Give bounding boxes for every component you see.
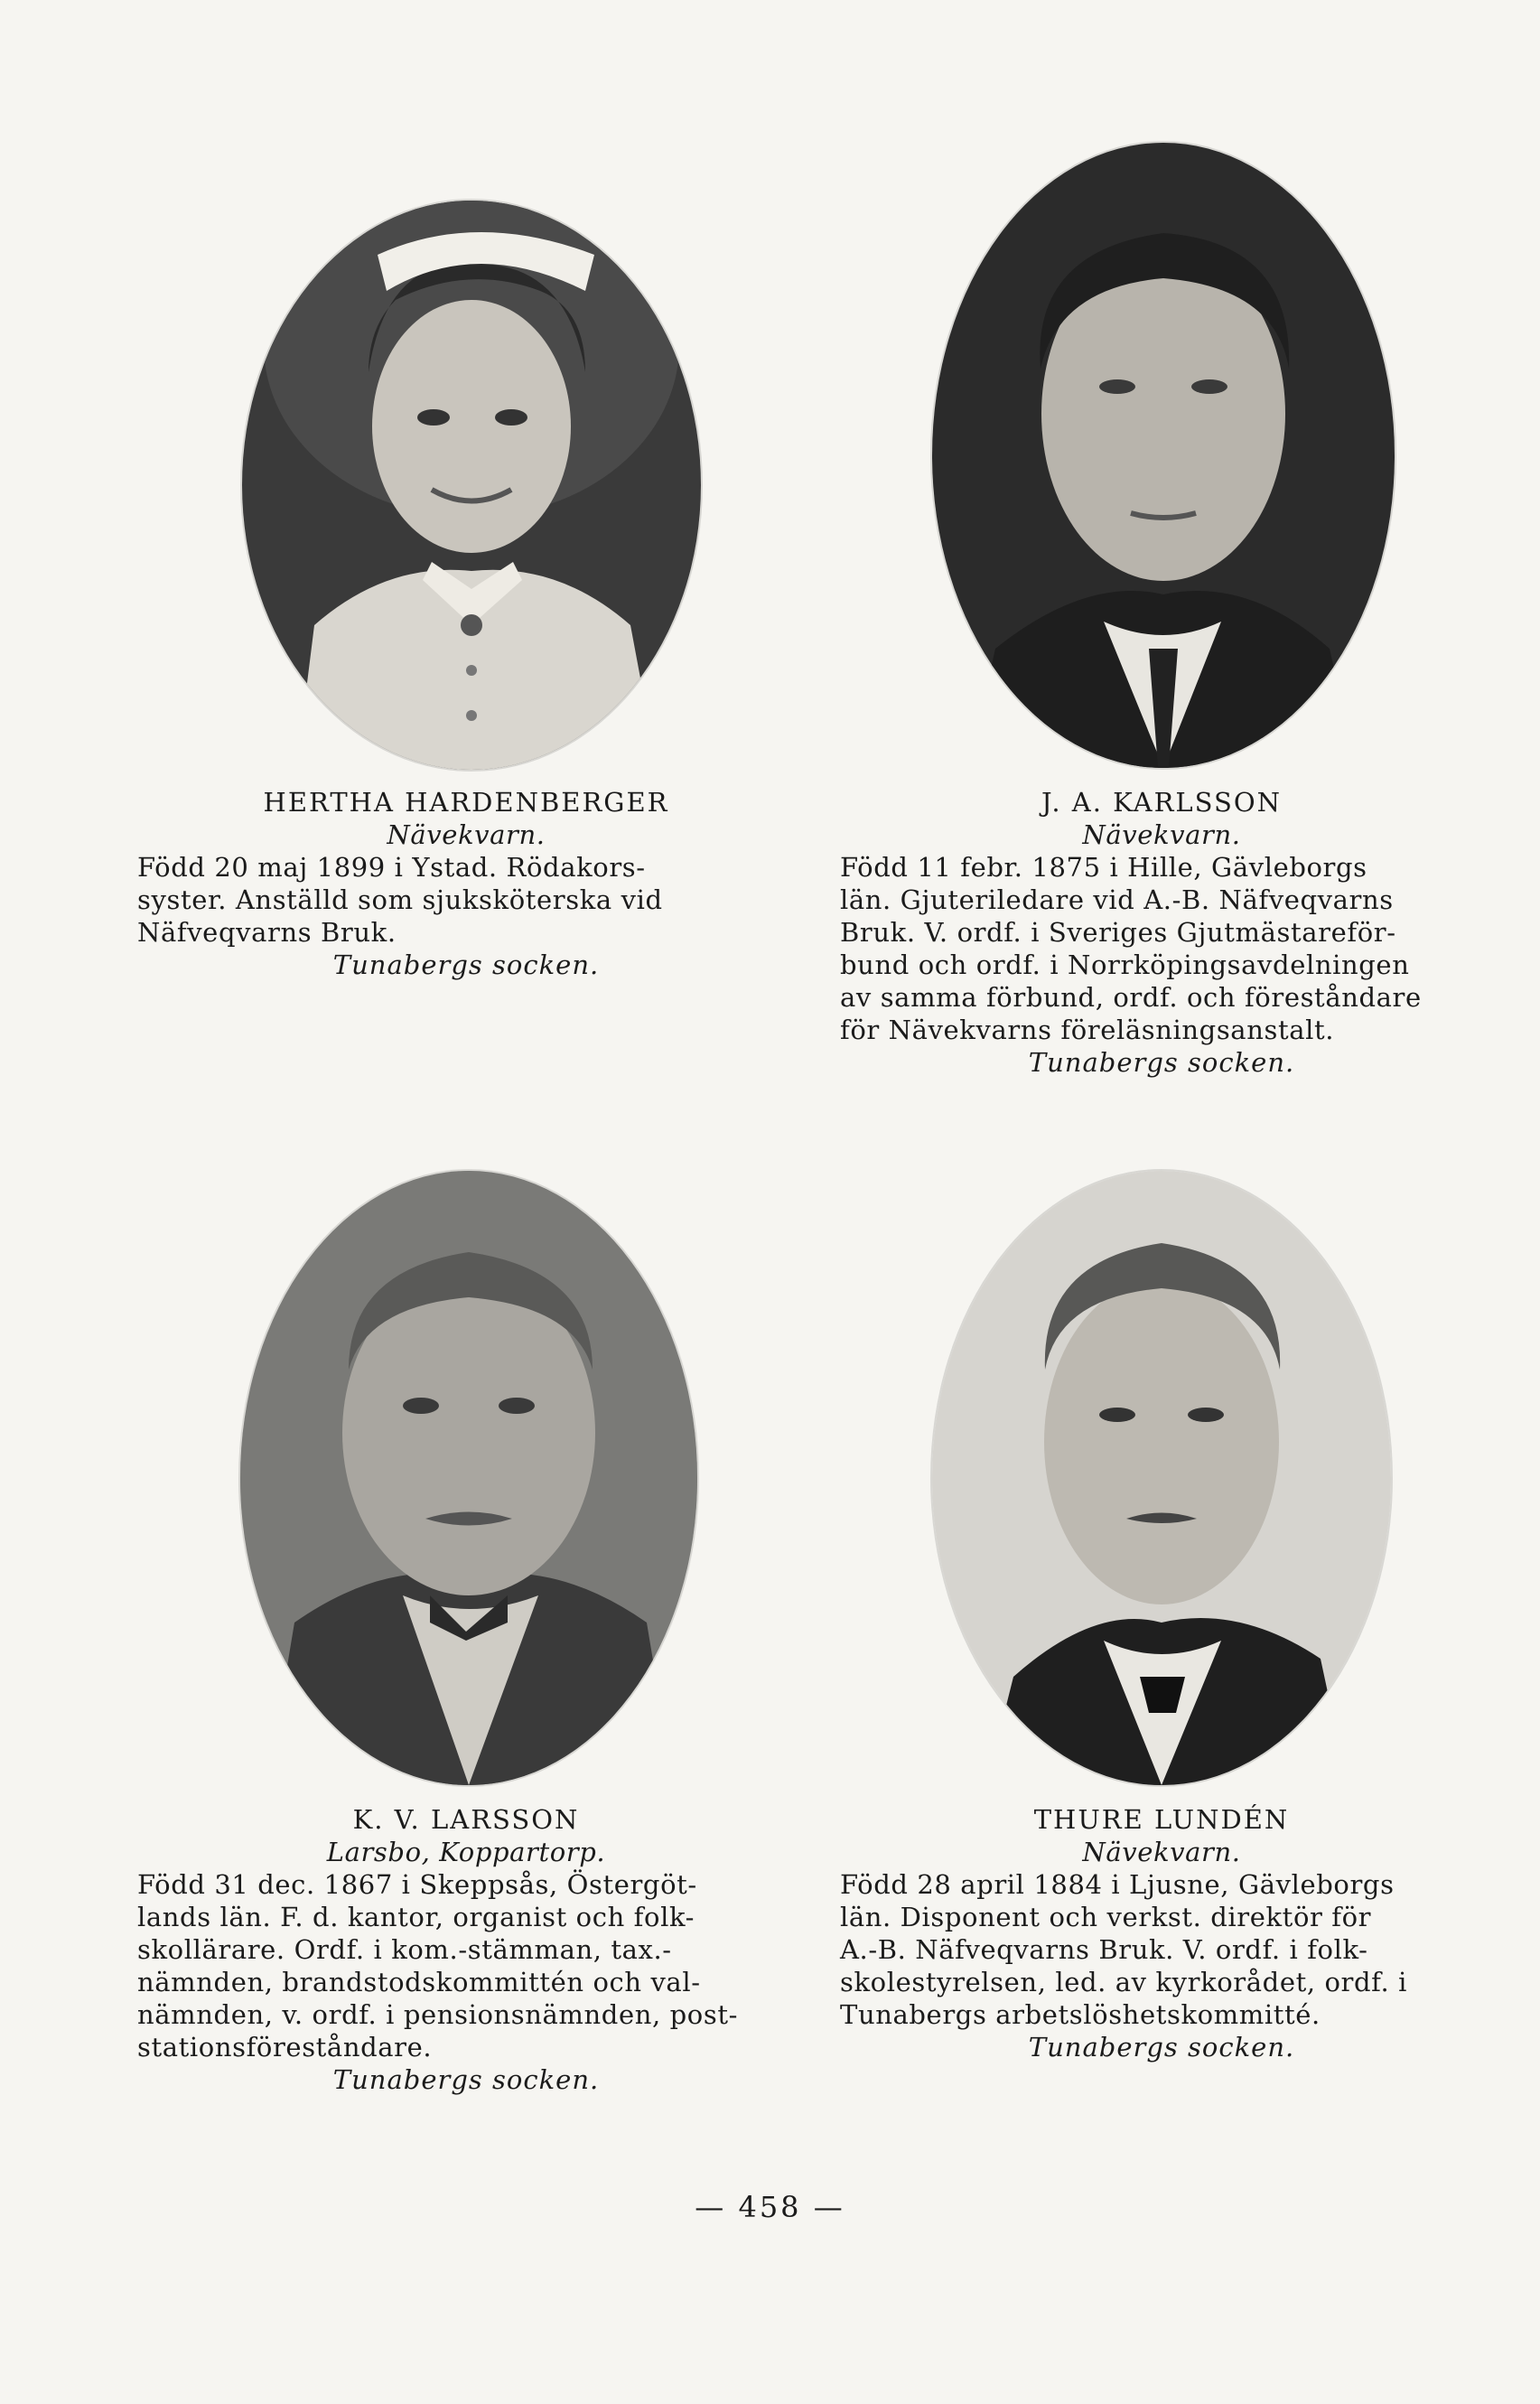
bio-line: Född 28 april 1884 i Ljusne, Gävleborgs <box>840 1869 1395 1900</box>
bio-line: stationsföreståndare. <box>137 2032 433 2063</box>
person-name: J. A. KARLSSON <box>1041 787 1283 818</box>
parish-label: Tunabergs socken. <box>1028 1047 1295 1078</box>
bio-line: län. Disponent och verkst. direktör för <box>840 1902 1372 1932</box>
bio-line: skolestyrelsen, led. av kyrkorådet, ordf. i <box>840 1967 1407 1997</box>
bio-line: Bruk. V. ordf. i Sveriges Gjutmästareför- <box>840 917 1396 948</box>
bio-line: län. Gjuteriledare vid A.-B. Näfveqvarns <box>840 884 1394 915</box>
bio-line: lands län. F. d. kantor, organist och folk- <box>137 1902 695 1932</box>
person-residence: Larsbo, Koppartorp. <box>326 1837 606 1867</box>
portrait-photo-hertha-hardenberger <box>242 201 701 770</box>
person-biography <box>840 851 1483 1046</box>
person-residence: Nävekvarn. <box>1082 1837 1241 1867</box>
person-biography <box>137 851 795 949</box>
portrait-photo-k-v-larsson <box>240 1171 697 1785</box>
parish-label: Tunabergs socken. <box>1028 2032 1295 2063</box>
bio-line: skollärare. Ordf. i kom.-stämman, tax.- <box>137 1934 672 1965</box>
portrait-photo-j-a-karlsson <box>932 143 1395 768</box>
bio-line: nämnden, v. ordf. i pensionsnämnden, post- <box>137 1999 738 2030</box>
bio-line: Tunabergs arbetslöshetskommitté. <box>840 1999 1321 2030</box>
entry-caption-j-a-karlsson <box>840 786 1483 1079</box>
person-biography <box>840 1868 1483 2031</box>
person-residence: Nävekvarn. <box>387 819 546 850</box>
entry-caption-thure-lunden <box>840 1803 1483 2063</box>
bio-line: av samma förbund, ordf. och föreståndare <box>840 982 1422 1013</box>
bio-line: nämnden, brandstodskommittén och val- <box>137 1967 701 1997</box>
bio-line: A.-B. Näfveqvarns Bruk. V. ordf. i folk- <box>840 1934 1368 1965</box>
bio-line: syster. Anställd som sjuksköterska vid <box>137 884 663 915</box>
bio-line: bund och ordf. i Norrköpingsavdelningen <box>840 949 1410 980</box>
parish-label: Tunabergs socken. <box>332 949 600 980</box>
person-biography <box>137 1868 795 2063</box>
bio-line: för Nävekvarns föreläsningsanstalt. <box>840 1015 1335 1045</box>
bio-line: Född 31 dec. 1867 i Skeppsås, Östergöt- <box>137 1869 697 1900</box>
entry-caption-k-v-larsson <box>137 1803 795 2096</box>
person-name: HERTHA HARDENBERGER <box>263 787 669 818</box>
person-residence: Nävekvarn. <box>1082 819 1241 850</box>
page-number: — 458 — <box>695 2190 845 2224</box>
bio-line: Född 20 maj 1899 i Ystad. Rödakors- <box>137 852 646 883</box>
person-name: K. V. LARSSON <box>352 1804 580 1835</box>
portrait-photo-thure-lunden <box>932 1171 1391 1785</box>
entry-caption-hertha-hardenberger <box>137 786 795 981</box>
parish-label: Tunabergs socken. <box>332 2064 600 2095</box>
bio-line: Född 11 febr. 1875 i Hille, Gävleborgs <box>840 852 1367 883</box>
person-name: THURE LUNDÉN <box>1033 1804 1290 1835</box>
bio-line: Näfveqvarns Bruk. <box>137 917 397 948</box>
